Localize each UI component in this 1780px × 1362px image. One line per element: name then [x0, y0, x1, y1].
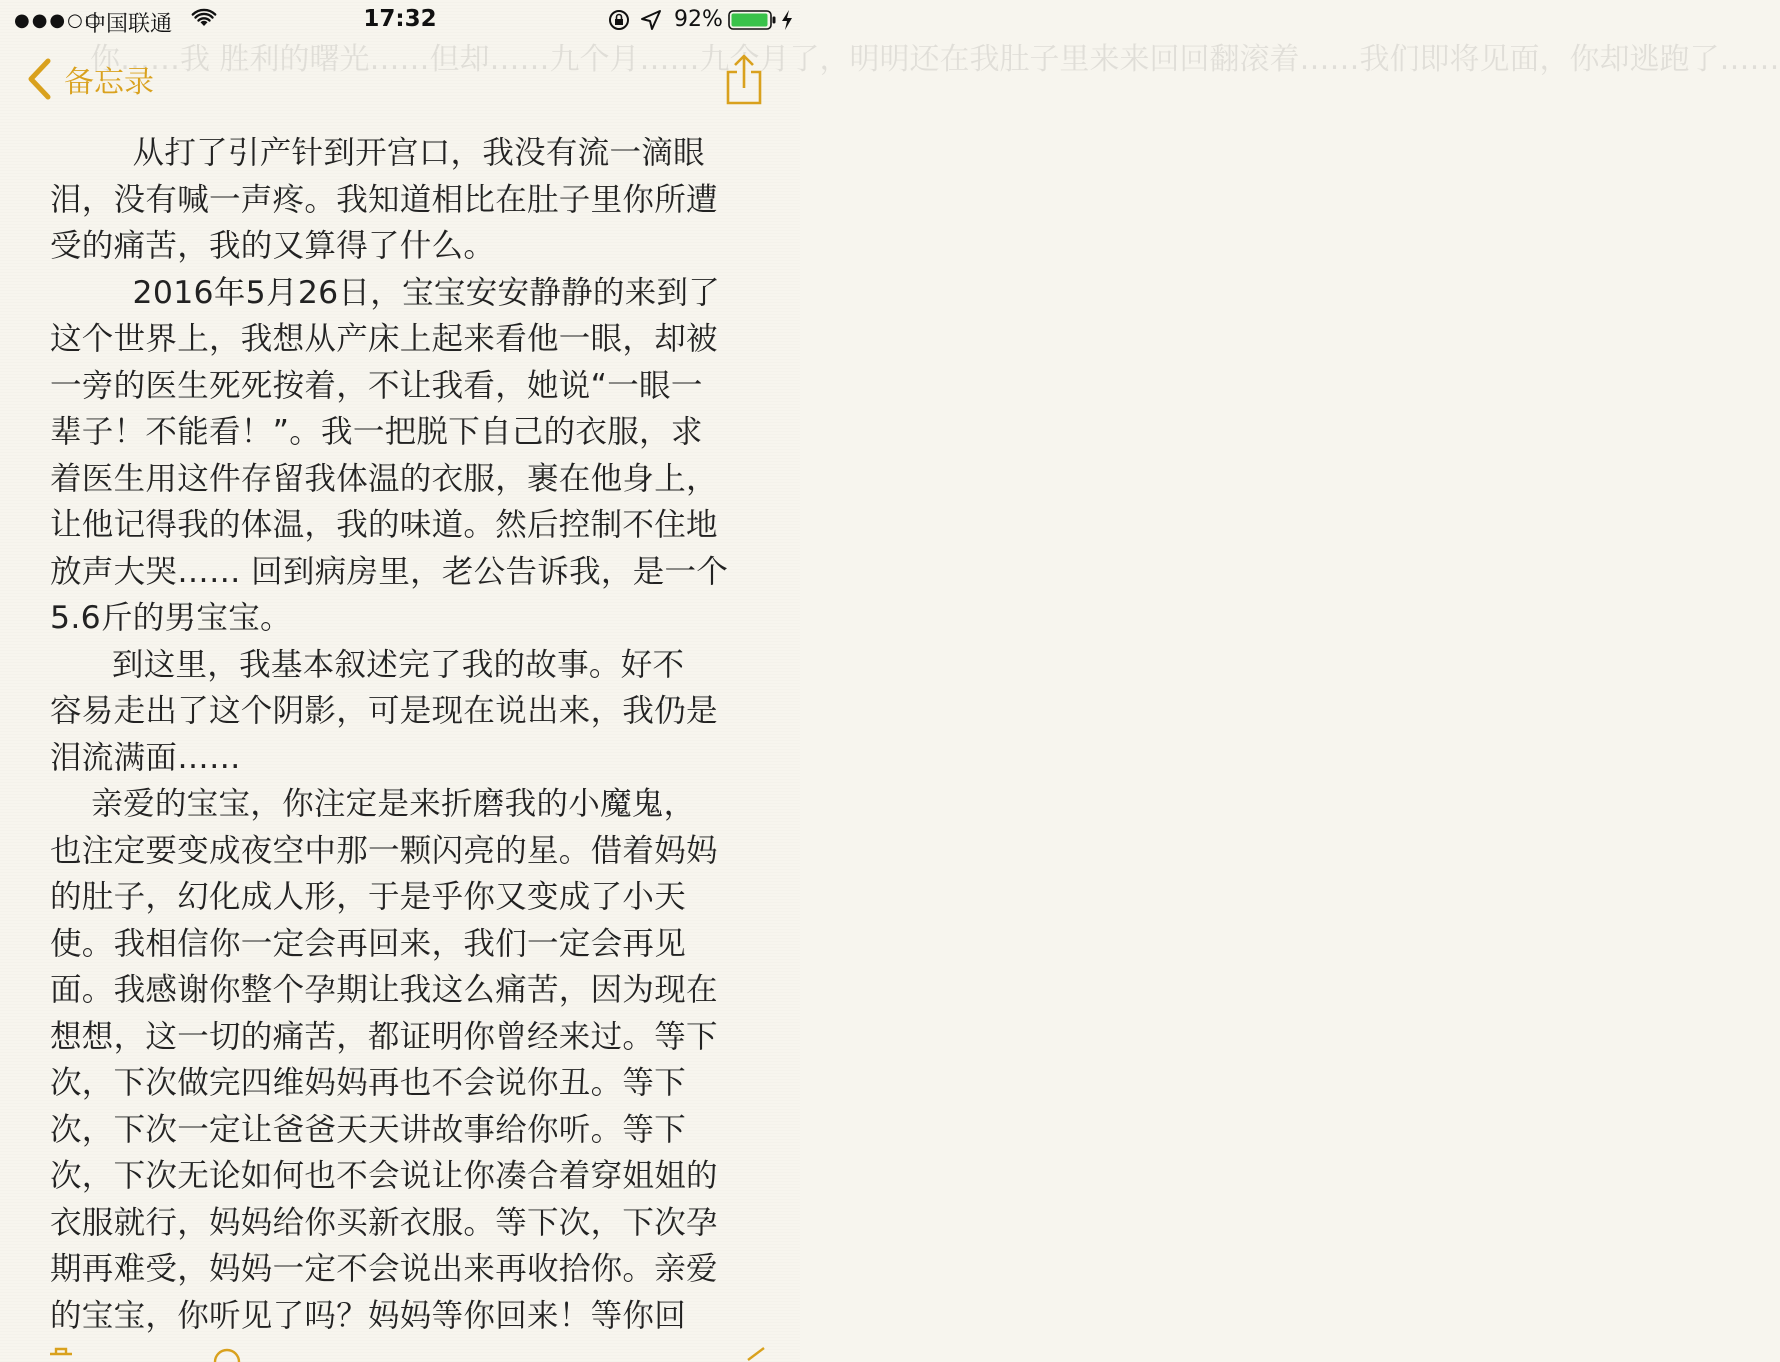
location-icon [640, 9, 662, 31]
back-button[interactable] [26, 54, 154, 104]
note-line: 让他记得我的体温，我的味道。然后控制不住地 [50, 507, 718, 543]
note-line: 衣服就行，妈妈给你买新衣服。等下次，下次孕 [50, 1204, 718, 1241]
bottom-toolbar [0, 1346, 800, 1362]
note-line: 期再难受，妈妈一定不会说出来再收拾你。亲爱 [50, 1251, 718, 1287]
note-line: 的肚子，幻化成人形，于是乎你又变成了小天 [50, 879, 687, 915]
note-line: 的宝宝，你听见了吗？妈妈等你回来！等你回 [50, 1297, 687, 1334]
note-line: 也注定要变成夜空中那一颗闪亮的星。借着妈妈 [50, 832, 718, 869]
charge-icon [780, 9, 794, 31]
back-label: 备忘录 [64, 65, 154, 100]
note-line: 一旁的医生死死按着，不让我看，她说“一眼一 [50, 367, 703, 404]
scrolled-text-behind-nav: 你……我 胜利的曙光……但却……九个月……九个月了，明明还在我肚子里来来回回翻滚着……我们即将见面，你却逃跑了…… [90, 42, 1780, 77]
status-bar [0, 0, 800, 40]
note-line: 次，下次无论如何也不会说让你凑合着穿姐姐的 [50, 1158, 718, 1194]
note-line: 泪，没有喊一声疼。我知道相比在肚子里你所遭 [50, 181, 718, 218]
lock-icon [608, 9, 630, 31]
battery-percentage: 92% [674, 7, 723, 32]
note-line: 泪流满面…… [50, 739, 241, 776]
note-line: 次，下次做完四维妈妈再也不会说你丑。等下 [50, 1065, 687, 1101]
note-line: 想想，这一切的痛苦，都证明你曾经来过。等下 [50, 1018, 718, 1055]
note-text-area[interactable] [50, 130, 760, 1339]
note-line: 次，下次一定让爸爸天天讲故事给你听。等下 [50, 1111, 687, 1148]
note-line: 辈子！不能看！”。我一把脱下自己的衣服，求 [50, 414, 703, 450]
note-line: 亲爱的宝宝，你注定是来折磨我的小魔鬼， [50, 786, 696, 822]
compose-icon[interactable] [742, 1346, 772, 1362]
battery-icon [728, 10, 776, 30]
carrier-name: 中国联通 [84, 12, 173, 37]
note-line: 着医生用这件存留我体温的衣服，裹在他身上， [50, 460, 718, 497]
note-line: 面。我感谢你整个孕期让我这么痛苦，因为现在 [50, 972, 718, 1008]
navigation-bar [0, 40, 1780, 120]
note-line: 2016年5月26日，宝宝安安静静的来到了 [50, 274, 721, 311]
note-line: 这个世界上，我想从产床上起来看他一眼，却被 [50, 321, 718, 357]
note-line: 从打了引产针到开宫口，我没有流一滴眼 [50, 135, 705, 171]
note-line: 放声大哭…… 回到病房里，老公告诉我，是一个 [50, 553, 729, 590]
note-line: 到这里，我基本叙述完了我的故事。好不 [50, 646, 685, 683]
checklist-icon[interactable] [212, 1346, 242, 1362]
note-line: 使。我相信你一定会再回来，我们一定会再见 [50, 925, 687, 962]
share-icon[interactable] [724, 54, 764, 106]
note-line: 受的痛苦，我的又算得了什么。 [50, 228, 496, 264]
back-chevron-icon [26, 57, 52, 101]
clock: 17:32 [363, 6, 437, 32]
note-line: 容易走出了这个阴影，可是现在说出来，我仍是 [50, 693, 718, 729]
signal-strength: ●●●○○ [14, 10, 103, 31]
note-line: 5.6斤的男宝宝。 [50, 600, 292, 636]
delete-icon[interactable] [46, 1346, 76, 1362]
